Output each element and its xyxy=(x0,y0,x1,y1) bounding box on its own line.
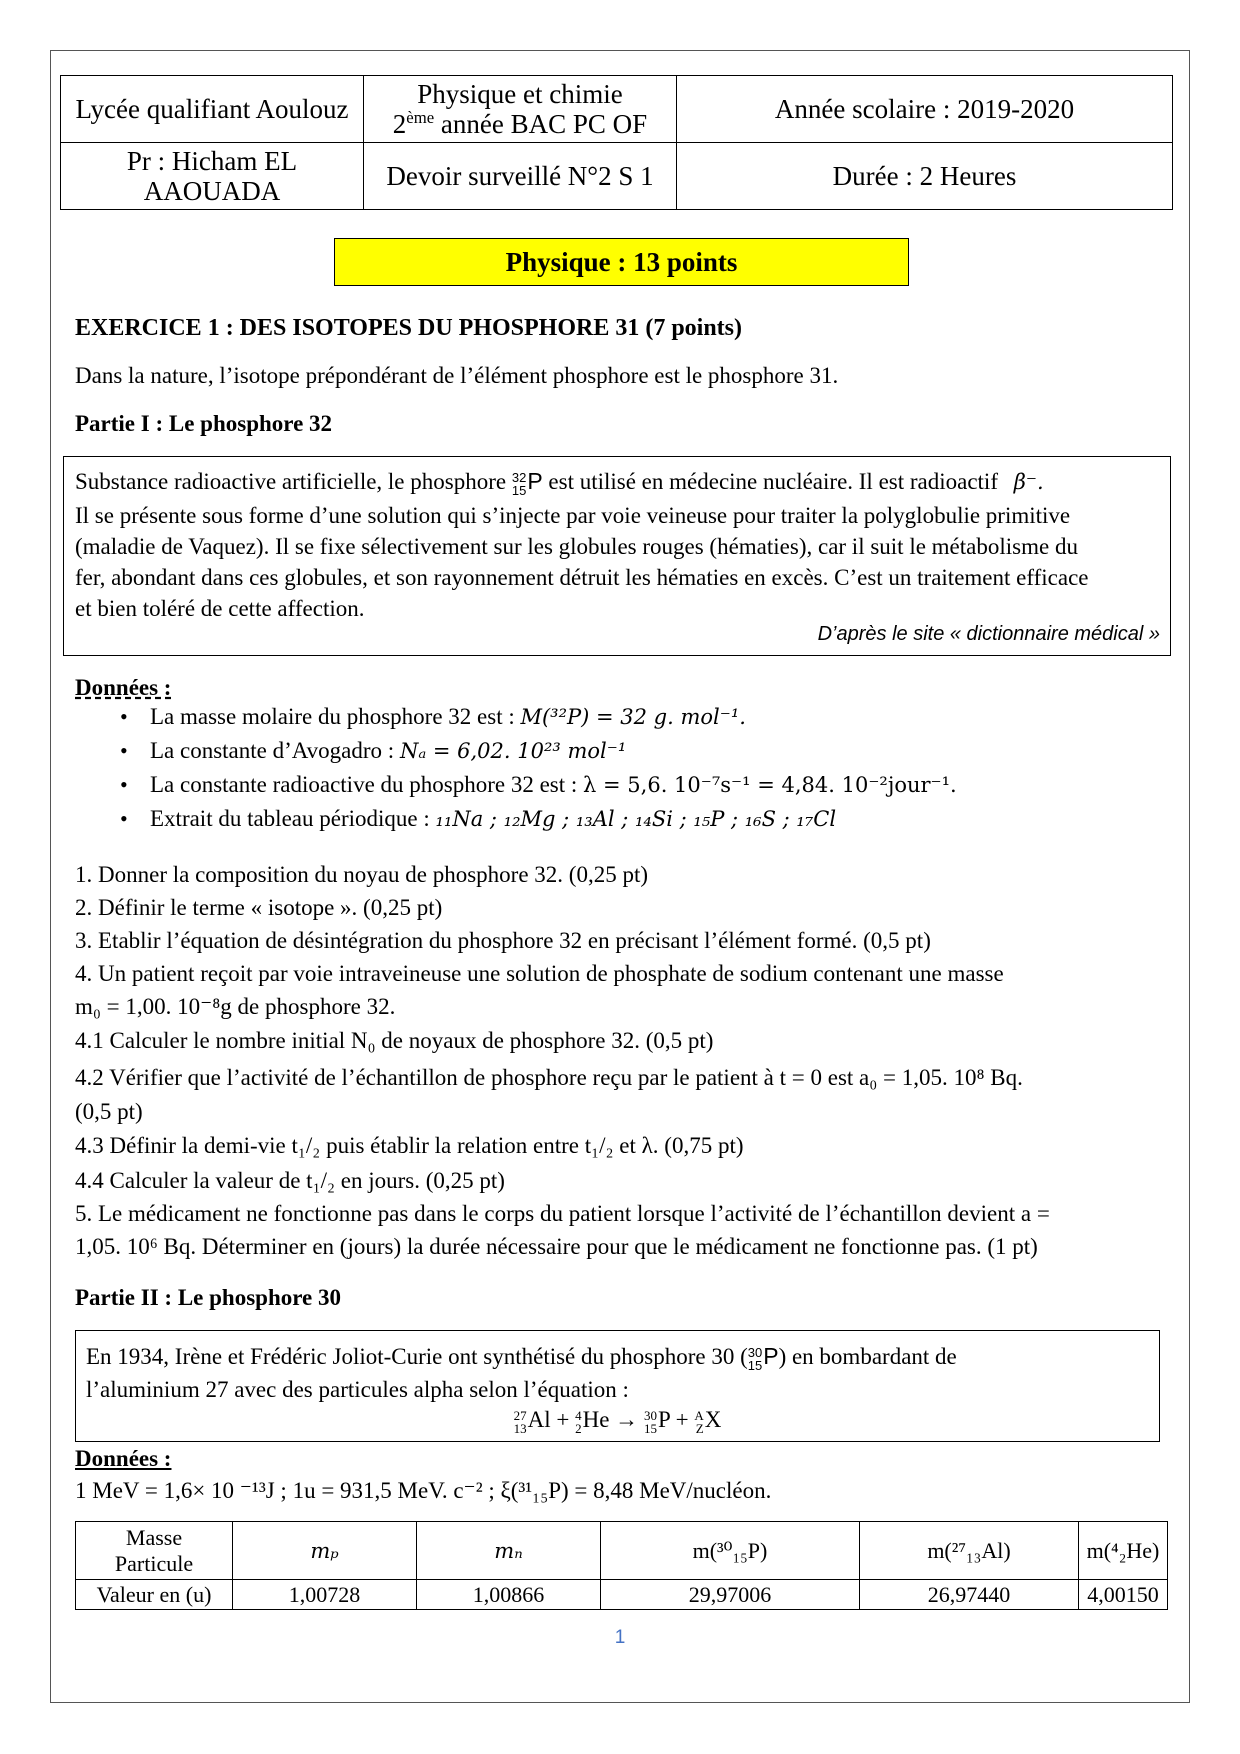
duration-cell: Durée : 2 Heures xyxy=(677,143,1173,210)
data-title: Données : xyxy=(75,675,172,700)
p30-nuclide-symbol: 30 15 xyxy=(747,1344,763,1373)
part2-title: Partie II : Le phosphore 30 xyxy=(75,1285,341,1310)
question-4: 4. Un patient reçoit par voie intraveineuse une solution de phosphate de sodium contenant une masse xyxy=(75,961,1004,986)
school-cell: Lycée qualifiant Aoulouz xyxy=(61,76,364,143)
data2-title: Données : xyxy=(75,1446,172,1471)
data-item: • La constante radioactive du phosphore 32 est : λ = 5,6. 10⁻⁷s⁻¹ = 4,84. 10⁻²jour⁻¹. xyxy=(120,768,957,802)
mass-head-p30: m(³⁰₁₅P) xyxy=(601,1522,860,1580)
mass-value: 1,00866 xyxy=(417,1580,601,1610)
page-number: 1 xyxy=(614,1627,626,1648)
mass-head-mp: mₚ xyxy=(233,1522,417,1580)
box-line-4: fer, abondant dans ces globules, et son rayonnement détruit les hématies en excès. C’est un traitement efficace xyxy=(75,565,1089,590)
mass-row-label: Valeur en (u) xyxy=(76,1580,233,1610)
mass-head-al27: m(²⁷₁₃Al) xyxy=(860,1522,1079,1580)
box-line-2: Il se présente sous forme d’une solution qui s’injecte par voie veineuse pour traiter la polyglobulie primitive xyxy=(75,503,1071,528)
mass-head-label: Masse Particule xyxy=(76,1522,233,1580)
nuclear-equation: 27 13 Al + 4 2 He → 30 15 P + A Z X xyxy=(513,1407,722,1436)
question-4-mass: m₀ = 1,00. 10⁻⁸g de phosphore 32. xyxy=(75,994,396,1019)
question-4-1: 4.1 Calculer le nombre initial N₀ de noyaux de phosphore 32. (0,5 pt) xyxy=(75,1028,714,1053)
box2-line-2: l’aluminium 27 avec des particules alpha selon l’équation : xyxy=(86,1377,629,1402)
year-cell: Année scolaire : 2019-2020 xyxy=(677,76,1173,143)
question-4-2-points: (0,5 pt) xyxy=(75,1099,143,1124)
mass-head-he4: m(⁴₂He) xyxy=(1079,1522,1168,1580)
part2-text-box xyxy=(75,1330,1160,1442)
section-title: Physique : 13 points xyxy=(334,238,909,286)
mass-value: 1,00728 xyxy=(233,1580,417,1610)
data-item: • La masse molaire du phosphore 32 est : M(³²P) = 32 g. mol⁻¹. xyxy=(120,700,957,734)
box-source: D’après le site « dictionnaire médical » xyxy=(817,623,1160,645)
subject-cell: Physique et chimie 2ème année BAC PC OF xyxy=(364,76,677,143)
question-4-4: 4.4 Calculer la valeur de t₁/₂ en jours. (0,25 pt) xyxy=(75,1168,505,1193)
data-item: • La constante d’Avogadro : Nₐ = 6,02. 10²³ mol⁻¹ xyxy=(120,734,957,768)
part1-text-box xyxy=(63,456,1171,656)
exam-cell: Devoir surveillé N°2 S 1 xyxy=(364,143,677,210)
mass-value: 4,00150 xyxy=(1079,1580,1168,1610)
question-5-cont: 1,05. 10⁶ Bq. Déterminer en (jours) la durée nécessaire pour que le médicament ne fonctionne pas. (1 pt) xyxy=(75,1234,1038,1259)
header-table xyxy=(60,75,1173,210)
mass-head-mn: mₙ xyxy=(417,1522,601,1580)
question-2: 2. Définir le terme « isotope ». (0,25 pt) xyxy=(75,895,443,920)
intro-text: Dans la nature, l’isotope prépondérant de l’élément phosphore est le phosphore 31. xyxy=(75,363,839,388)
question-3: 3. Etablir l’équation de désintégration du phosphore 32 en précisant l’élément formé. (0,5 pt) xyxy=(75,928,931,953)
box2-line-1: En 1934, Irène et Frédéric Joliot-Curie ont synthétisé du phosphore 30 ( 30 15 P) en bombardant de xyxy=(86,1343,957,1373)
data-list xyxy=(120,700,957,836)
box-line-1: Substance radioactive artificielle, le phosphore 32 15 P est utilisé en médecine nucléaire. Il est radioactif β⁻. xyxy=(75,468,1044,498)
box-line-5: et bien toléré de cette affection. xyxy=(75,596,365,621)
mass-value: 29,97006 xyxy=(601,1580,860,1610)
question-4-3: 4.3 Définir la demi-vie t₁/₂ puis établir la relation entre t₁/₂ et λ. (0,75 pt) xyxy=(75,1133,744,1158)
exercise-title: EXERCICE 1 : DES ISOTOPES DU PHOSPHORE 31 (7 points) xyxy=(75,315,743,341)
box-line-3: (maladie de Vaquez). Il se fixe sélectivement sur les globules rouges (hématies), car il suit le métabolisme du xyxy=(75,534,1078,559)
mass-table xyxy=(75,1521,1168,1610)
mass-value: 26,97440 xyxy=(860,1580,1079,1610)
part1-title: Partie I : Le phosphore 32 xyxy=(75,411,333,436)
data2-line: 1 MeV = 1,6× 10 ⁻¹³J ; 1u = 931,5 MeV. c⁻² ; ξ(³¹₁₅P) = 8,48 MeV/nucléon. xyxy=(75,1478,772,1503)
question-1: 1. Donner la composition du noyau de phosphore 32. (0,25 pt) xyxy=(75,862,648,887)
question-5: 5. Le médicament ne fonctionne pas dans le corps du patient lorsque l’activité de l’échantillon devient a = xyxy=(75,1201,1050,1226)
p32-nuclide-symbol: 32 15 xyxy=(511,469,527,498)
teacher-cell: Pr : Hicham EL AAOUADA xyxy=(61,143,364,210)
data-item: • Extrait du tableau périodique : ₁₁Na ; ₁₂Mg ; ₁₃Al ; ₁₄Si ; ₁₅P ; ₁₆S ; ₁₇Cl xyxy=(120,802,957,836)
question-4-2: 4.2 Vérifier que l’activité de l’échantillon de phosphore reçu par le patient à t = 0 est a₀ = 1,05. 10⁸ Bq. xyxy=(75,1065,1023,1090)
